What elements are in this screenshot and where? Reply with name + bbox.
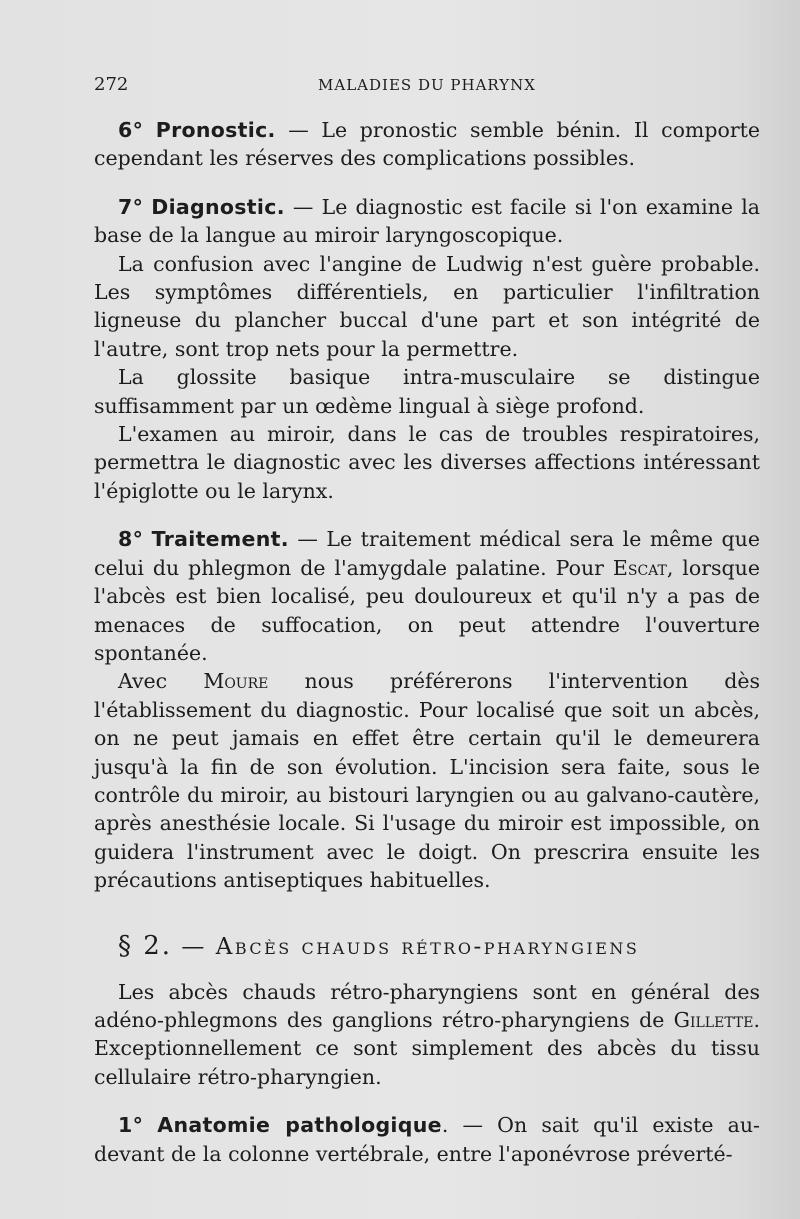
section-number: § 2. (118, 930, 173, 961)
paragraph-diagnostic (94, 193, 760, 250)
paragraph-text: . Exceptionnellement ce sont simplement des abcès du tissu cellulaire rétro-pharyngien. (94, 1007, 760, 1089)
heading-anatomie: Anatomie pathologique (157, 1113, 442, 1138)
heading-traitement: Traitement. (151, 527, 289, 552)
paragraph-text: Avec (118, 669, 204, 694)
heading-number: 7° (118, 194, 144, 219)
heading-number: 1° (118, 1113, 144, 1138)
paragraph-diagnostic-4: L'examen au miroir, dans le cas de troubles respiratoires, permettra le diagnostic avec les diverses affections intéressant l'épiglotte ou le larynx. (94, 422, 760, 503)
paragraph-anatomie (94, 1111, 760, 1168)
section-dash: — (172, 933, 216, 960)
page-header (94, 74, 760, 100)
paragraph-diagnostic-2: La confusion avec l'angine de Ludwig n'est guère probable. Les symptômes différentiels, en particulier l'infiltration ligneuse du plancher buccal d'une part et son intégrité de l'autre, sont trop nets pour la permettre. (94, 251, 760, 361)
paragraph-text: nous préférerons l'intervention dès l'établissement du diagnostic. Pour localisé que soit un abcès, on ne peut jamais en effet être certain qu'il le demeurera jusqu'à la fin de son évolution. L'incision sera faite, sous le contrôle du miroir, au bistouri laryngien ou au galvano-cautère, après anesthésie locale. Si l'usage du miroir est impossible, on guidera l'instrument avec le doigt. On prescrira ensuite les précautions antiseptiques habituelles. (94, 669, 760, 893)
heading-number: 8° (118, 527, 144, 552)
heading-diagnostic: Diagnostic. (151, 194, 285, 219)
paragraph-abces (94, 978, 760, 1092)
paragraph-text: — Le diagnostic est facile si l'on examine la base de la langue au miroir laryngoscopique. (94, 194, 760, 248)
heading-pronostic: Pronostic. (155, 118, 276, 142)
paragraph-text: . — On sait qu'il existe au-devant de la colonne vertébrale, entre l'aponévrose préverté- (94, 1113, 760, 1166)
author-name: Escat (612, 555, 667, 580)
author-name: Gillette (673, 1007, 754, 1032)
running-head: MALADIES DU PHARYNX (318, 76, 536, 94)
page-number: 272 (94, 74, 129, 95)
paragraph-text: — Le pronostic semble bénin. Il comporte cependant les réserves des complications possibles. (94, 118, 760, 171)
paragraph-text: , lorsque l'abcès est bien localisé, peu douloureux et qu'il n'y a pas de menaces de suffocation, on peut attendre l'ouverture spontanée. (94, 555, 760, 665)
page-body (94, 116, 760, 1168)
paragraph-traitement-2 (94, 667, 760, 894)
paragraph-text: Les abcès chauds rétro-pharyngiens sont en général des adéno-phlegmons des ganglions rétro-pharyngiens de (94, 979, 760, 1032)
paragraph-diagnostic-3: La glossite basique intra-musculaire se distingue suffisamment par un œdème lingual à siège profond. (94, 365, 760, 418)
section-heading (94, 931, 760, 962)
paragraph-pronostic (94, 116, 760, 173)
section-title: Abcès chauds rétro-pharyngiens (215, 933, 640, 960)
paragraph-text: — Le traitement médical sera le même que celui du phlegmon de l'amygdale palatine. Pour (94, 527, 760, 580)
author-name: Moure (203, 669, 269, 694)
paragraph-traitement (94, 525, 760, 667)
heading-number: 6° (118, 118, 144, 142)
